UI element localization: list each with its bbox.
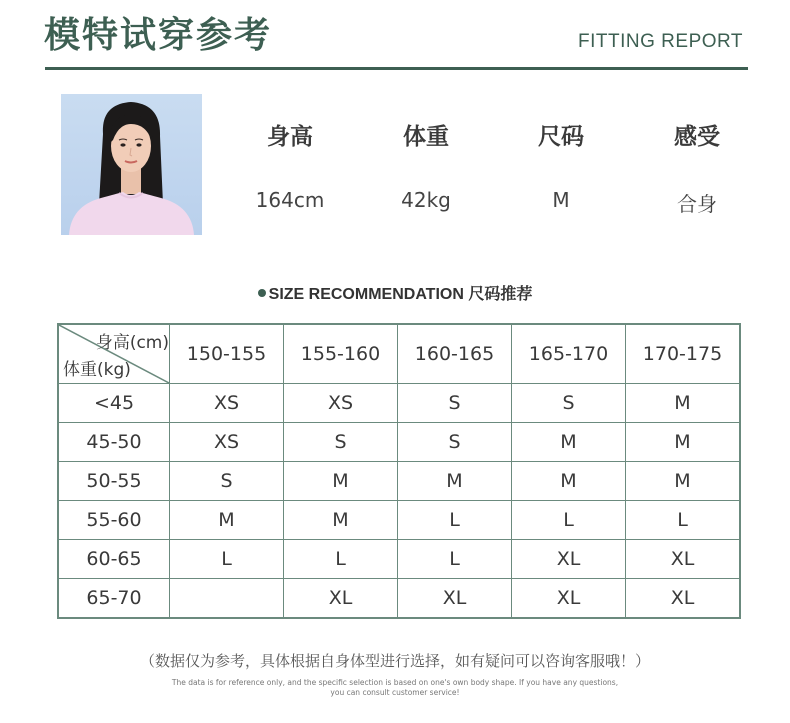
size-cell: XS (284, 384, 398, 423)
height-column-header: 165-170 (512, 324, 626, 384)
stat-height-value: 164cm (255, 188, 325, 212)
model-portrait-icon (61, 94, 202, 235)
size-table (57, 323, 741, 619)
size-cell (170, 579, 284, 619)
table-header-row (58, 324, 740, 384)
size-cell: M (170, 501, 284, 540)
corner-height-label: 身高(cm) (95, 333, 169, 353)
weight-row-header: <45 (58, 384, 170, 423)
disclaimer-en-line2: you can consult customer service! (330, 688, 460, 697)
table-row (58, 384, 740, 423)
disclaimer-cn: （数据仅为参考，具体根据自身体型进行选择，如有疑问可以咨询客服哦！） (139, 652, 650, 670)
weight-row-header: 50-55 (58, 462, 170, 501)
section-title-text: SIZE RECOMMENDATION 尺码推荐 (268, 286, 533, 303)
size-cell: XL (512, 579, 626, 619)
height-column-header: 170-175 (626, 324, 741, 384)
size-cell: S (398, 423, 512, 462)
height-column-header: 160-165 (398, 324, 512, 384)
size-cell: S (398, 384, 512, 423)
weight-row-header: 60-65 (58, 540, 170, 579)
size-cell: L (398, 501, 512, 540)
height-column-header: 150-155 (170, 324, 284, 384)
size-cell: M (284, 462, 398, 501)
section-title (0, 281, 790, 304)
size-cell: M (512, 462, 626, 501)
stat-fit-label: 感受 (674, 124, 720, 150)
page-title: 模特试穿参考 (44, 15, 273, 56)
height-column-header: 155-160 (284, 324, 398, 384)
stat-fit-value: 合身 (677, 192, 717, 216)
size-cell: XL (626, 579, 741, 619)
size-cell: M (626, 384, 741, 423)
weight-row-header: 45-50 (58, 423, 170, 462)
stat-weight-value: 42kg (401, 188, 451, 212)
table-row (58, 462, 740, 501)
size-cell: L (284, 540, 398, 579)
page-subtitle: FITTING REPORT (578, 31, 743, 52)
size-cell: S (170, 462, 284, 501)
size-cell: M (284, 501, 398, 540)
weight-row-header: 55-60 (58, 501, 170, 540)
table-row (58, 540, 740, 579)
disclaimer-en-line1: The data is for reference only, and the specific selection is based on one's own body shape. If you have any questions, (171, 678, 619, 687)
stat-size-label: 尺码 (538, 124, 584, 150)
size-cell: XL (284, 579, 398, 619)
table-row (58, 423, 740, 462)
size-cell: M (398, 462, 512, 501)
size-cell: S (512, 384, 626, 423)
size-cell: L (512, 501, 626, 540)
stat-height-label: 身高 (267, 124, 313, 150)
bullet-icon (258, 289, 266, 297)
size-cell: L (170, 540, 284, 579)
table-row (58, 501, 740, 540)
size-cell: XL (512, 540, 626, 579)
table-corner-cell (58, 324, 170, 384)
size-cell: XL (398, 579, 512, 619)
size-cell: XS (170, 384, 284, 423)
weight-row-header: 65-70 (58, 579, 170, 619)
size-cell: M (626, 423, 741, 462)
table-row (58, 579, 740, 619)
size-cell: S (284, 423, 398, 462)
model-photo (61, 94, 202, 235)
size-cell: L (626, 501, 741, 540)
size-cell: M (512, 423, 626, 462)
header-divider (45, 67, 748, 70)
size-cell: L (398, 540, 512, 579)
disclaimer-en (0, 678, 790, 698)
size-cell: XL (626, 540, 741, 579)
corner-weight-label: 体重(kg) (63, 360, 131, 380)
stat-size-value: M (552, 188, 570, 212)
size-cell: XS (170, 423, 284, 462)
stat-weight-label: 体重 (403, 124, 449, 150)
size-cell: M (626, 462, 741, 501)
